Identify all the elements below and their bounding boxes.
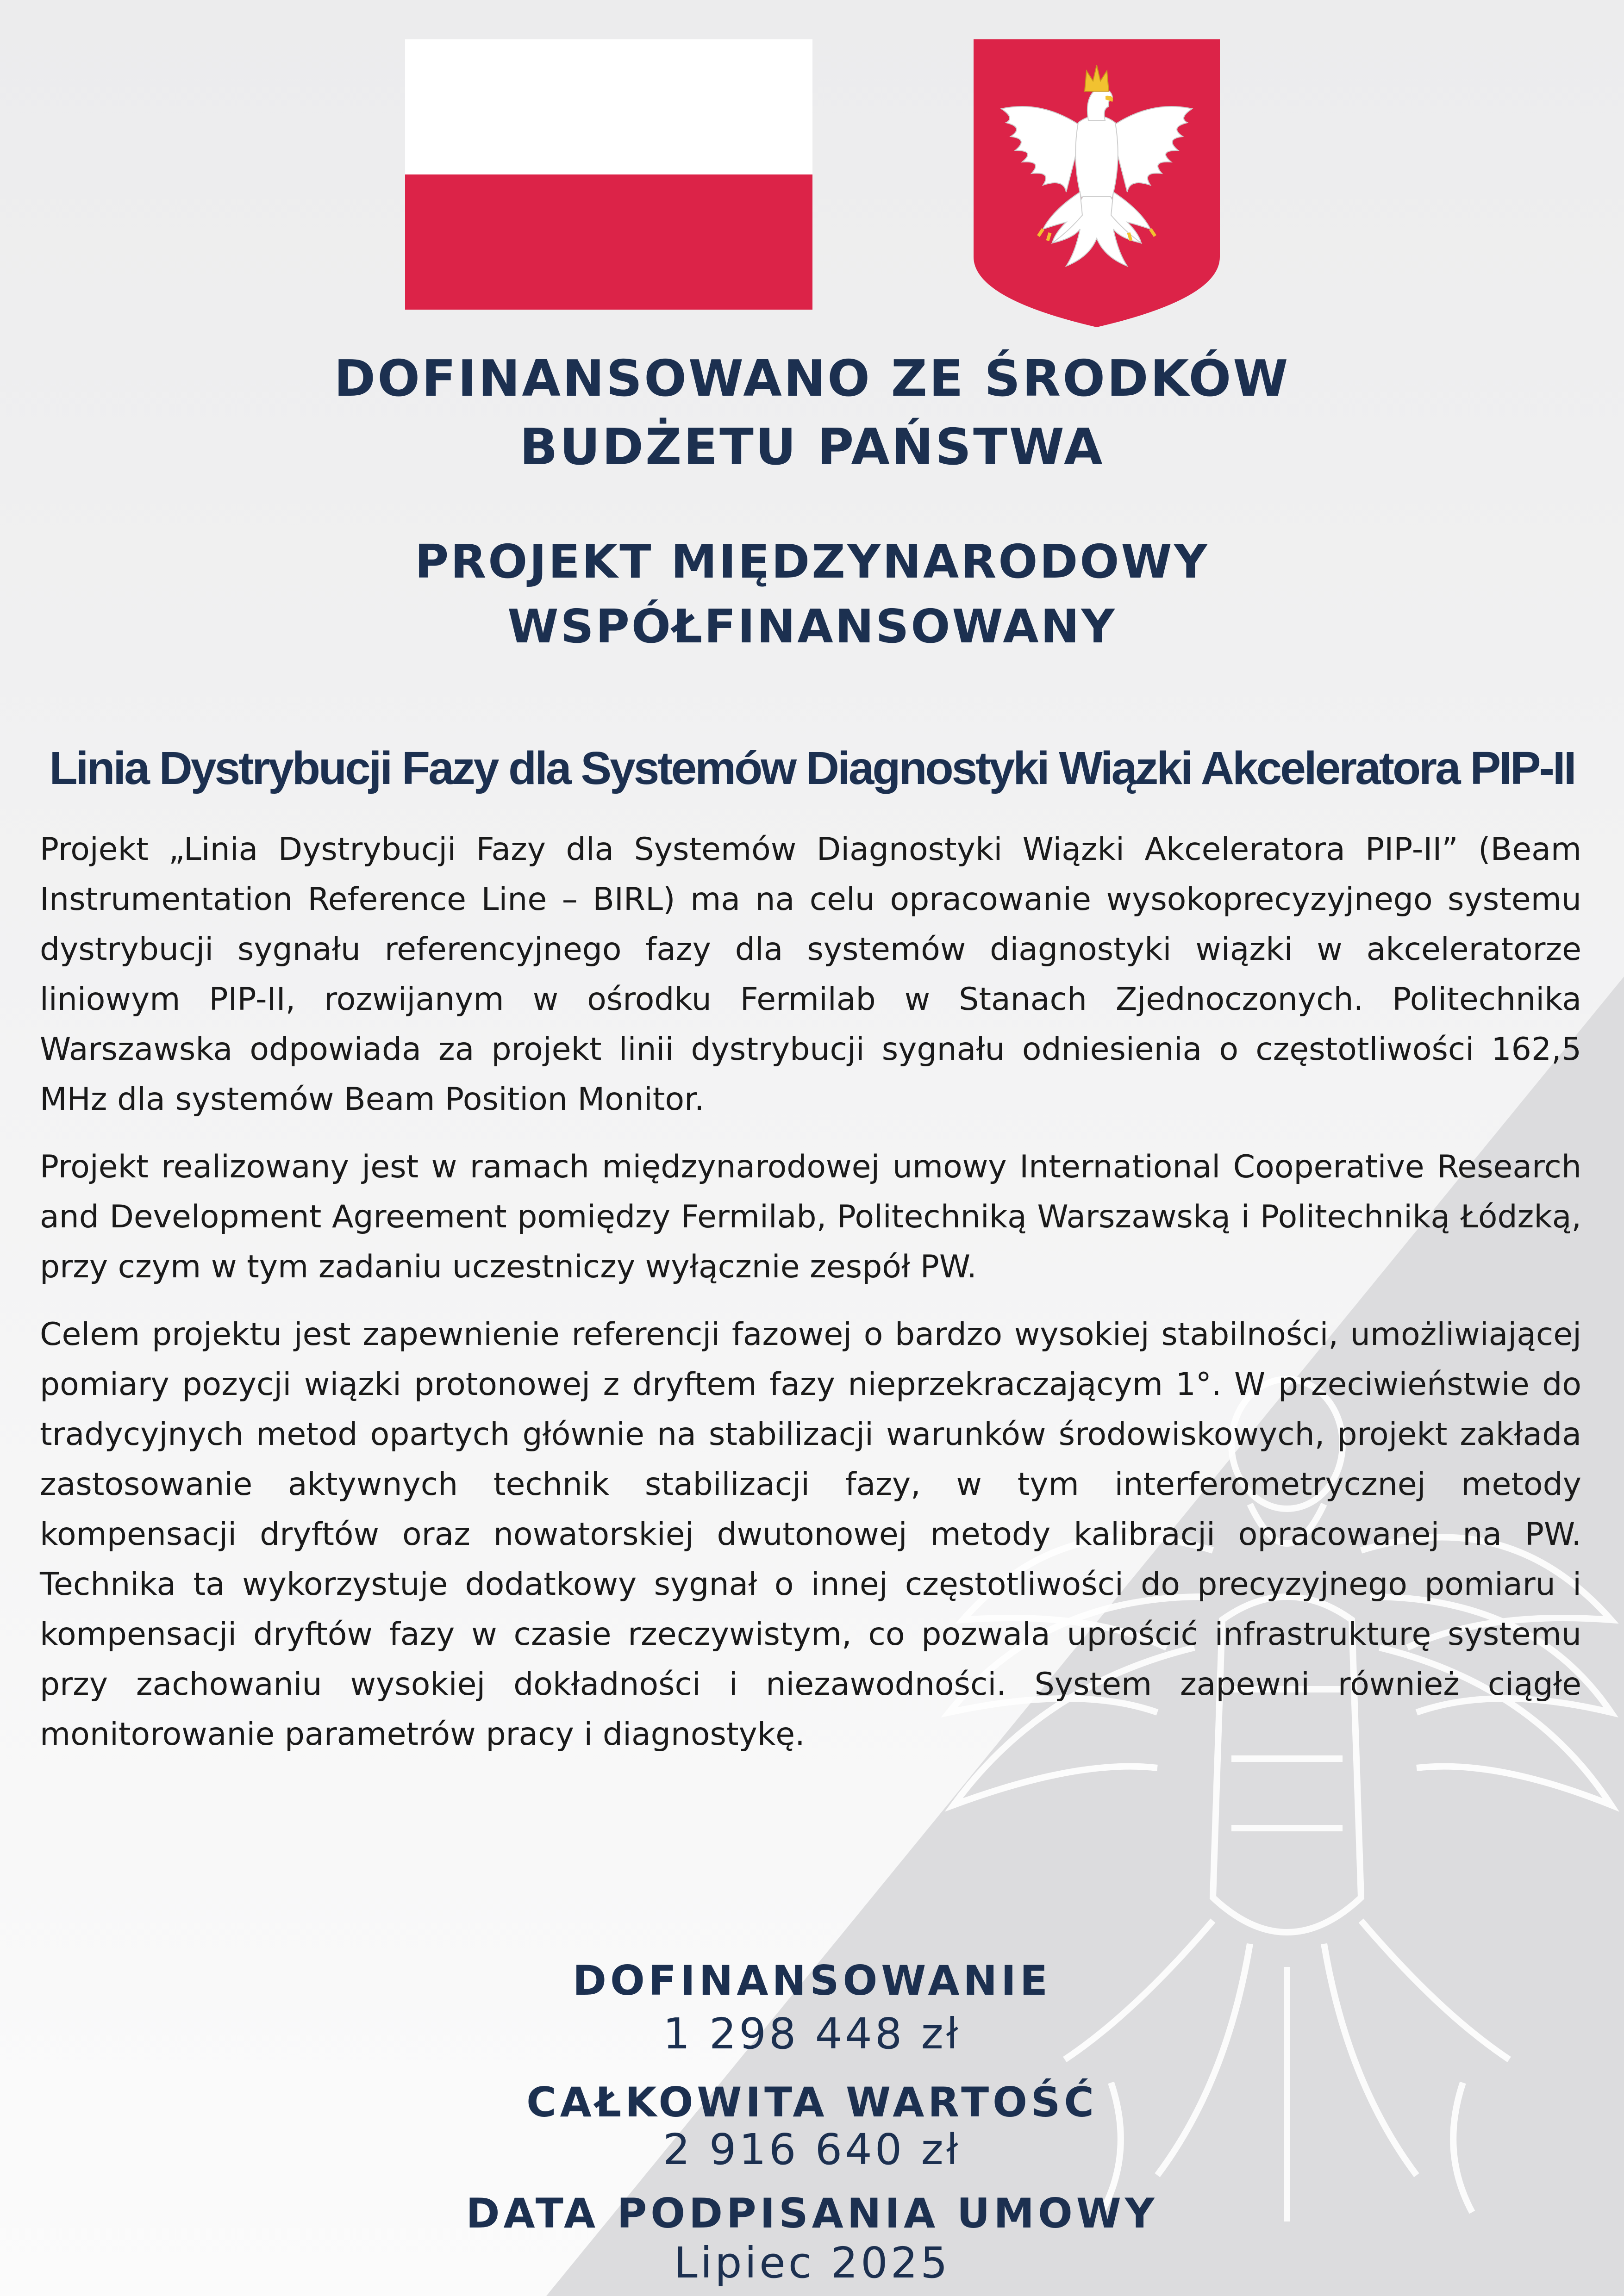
description-paragraph: Celem projektu jest zapewnienie referencji fazowej o bardzo wysokiej stabilności, umożliwiającej pomiary pozycji wiązki protonowej z dryftem fazy nieprzekraczającym 1°. W przeciwieństwie do tradycyjnych metod opartych głównie na stabilizacji warunków środowiskowych, projekt zakłada zastosowanie aktywnych technik stabilizacji fazy, w tym interferometrycznej metody kompensacji dryftów oraz nowatorskiej dwutonowej metody kalibracji opracowanej na PW. Technika ta wykorzystuje dodatkowy sygnał o innej częstotliwości do precyzyjnego pomiaru i kompensacji dryftów fazy w czasie rzeczywistym, co pozwala uprościć infrastrukturę systemu przy zachowaniu wysokiej dokładności i niezawodności. System zapewni również ciągłe monitorowanie parametrów pracy i diagnostykę. (40, 1316, 1581, 1753)
project-type-line1: PROJEKT MIĘDZYNARODOWY (414, 535, 1210, 589)
project-title: Linia Dystrybucji Fazy dla Systemów Diagnostyki Wiązki Akceleratora PIP-II (49, 742, 1575, 794)
polish-flag-icon (405, 39, 812, 310)
signing-date-value: Lipiec 2025 (674, 2238, 950, 2288)
flag-red-stripe (405, 174, 812, 310)
total-value-amount: 2 916 640 zł (663, 2125, 961, 2174)
white-eagle-emblem-icon (974, 39, 1220, 327)
flag-white-stripe (405, 39, 812, 174)
description-paragraph: Projekt realizowany jest w ramach międzynarodowej umowy International Cooperative Research and Development Agreement pomiędzy Fermilab, Politechniką Warszawską i Politechniką Łódzką, przy czym w tym zadaniu uczestniczy wyłącznie zespół PW. (40, 1149, 1581, 1285)
signing-date-label: DATA PODPISANIA UMOWY (466, 2190, 1158, 2237)
cofinancing-label: DOFINANSOWANIE (572, 1957, 1052, 2004)
project-type-line2: WSPÓŁFINANSOWANY (507, 599, 1117, 653)
cofinancing-value: 1 298 448 zł (663, 2009, 961, 2059)
description-paragraph: Projekt „Linia Dystrybucji Fazy dla Systemów Diagnostyki Wiązki Akceleratora PIP-II” (Beam Instrumentation Reference Line – BIRL) ma na celu opracowanie wysokoprecyzyjnego systemu dystrybucji sygnału referencyjnego fazy dla systemów diagnostyki wiązki w akceleratorze liniowym PIP-II, rozwijanym w ośrodku Fermilab w Stanach Zjednoczonych. Politechnika Warszawska odpowiada za projekt linii dystrybucji sygnału odniesienia o częstotliwości 162,5 MHz dla systemów Beam Position Monitor. (40, 831, 1581, 1118)
header-title-line2: BUDŻETU PAŃSTWA (519, 418, 1105, 476)
project-description (40, 825, 1581, 1777)
header-title-line1: DOFINANSOWANO ZE ŚRODKÓW (334, 350, 1290, 408)
total-value-label: CAŁKOWITA WARTOŚĆ (526, 2078, 1098, 2126)
